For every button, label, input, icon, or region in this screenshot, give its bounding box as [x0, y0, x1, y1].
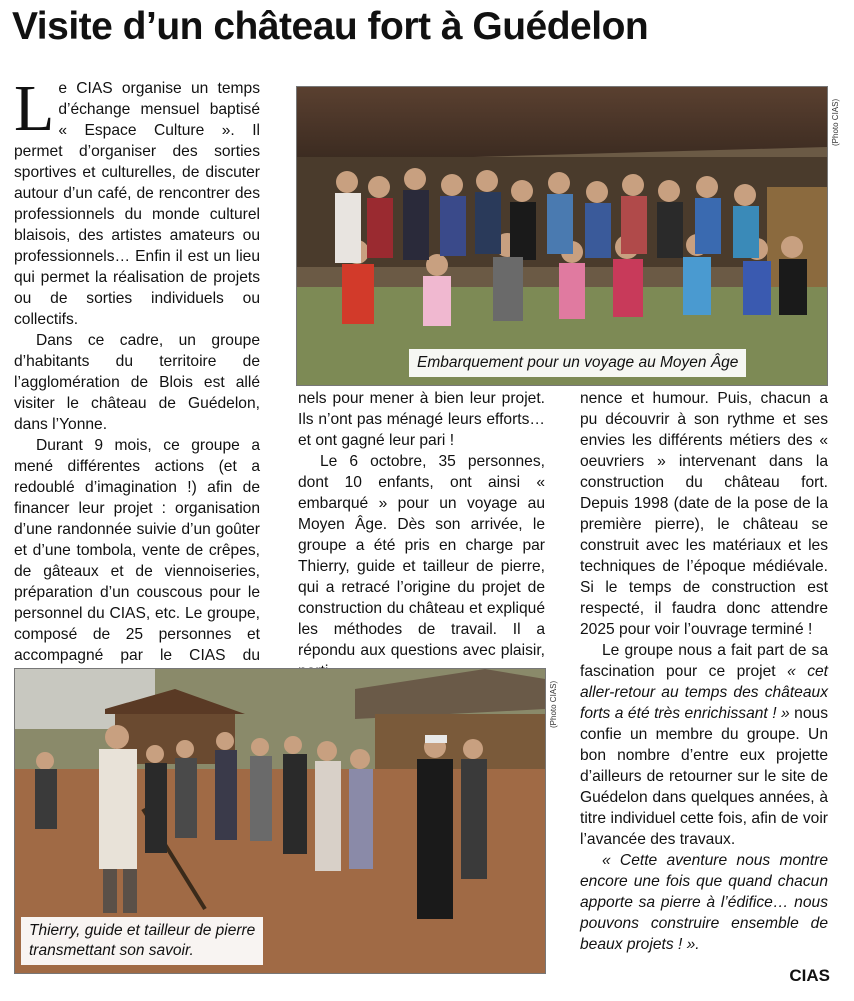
- paragraph-fascination: [580, 640, 828, 850]
- text-column-2: [298, 388, 545, 682]
- drop-cap: L: [14, 72, 55, 145]
- group-photo: [296, 86, 828, 386]
- paragraph-context: Dans ce cadre, un groupe d’habitants du territoire de l’agglomération de Blois est allé visiter le château de Guédelon, dans l’Yonne.: [14, 332, 260, 433]
- article-title: Visite d’un château fort à Guédelon: [12, 5, 649, 48]
- guide-caption-line-1: Thierry, guide et tailleur de pierre: [29, 922, 256, 939]
- bottom-photo-credit: (Photo CIAS): [549, 680, 558, 728]
- member-quote: « cet aller-retour au temps des châteaux forts a été très enrichissant ! »: [580, 663, 828, 722]
- guide-photo: [14, 668, 546, 974]
- text-column-1: [14, 72, 260, 687]
- paragraph-trip: Le 6 octobre, 35 personnes, dont 10 enfants, ont ainsi « embarqué » pour un voyage au Moyen Âge. Dès son arrivée, le groupe a été pris en charge par Thierry, guide et tailleur de pierre, qui a retracé l’origine du projet de construction du château et expliqué les méthodes de travail. Il a répondu aux questions avec plaisir,: [298, 453, 545, 659]
- paragraph-intro-text: e CIAS organise un temps d’échange mensuel baptisé « Espace Culture ». Il permet d’organiser des sorties sportives et culturelles, de discuter autour d’un café, de rencontrer des professionnels du monde culturel blaisois, des artistes amateurs ou professionnels… Enfin il est un lieu qui permet la réalisation de projets ou de sorties individuels ou collectifs.: [14, 80, 260, 328]
- paragraph-discovery: nence et humour. Puis, chacun a pu découvrir à son rythme et ses envies les différents métiers des « oeuvriers » intervenant dans la construction du château fort. Depuis 1998 (date de la pose de la première pierre), le château se construit avec les matériaux et les techniques de l’époque médiévale. Si le temps de construction est respecté, il faudra donc attendre 2025 pour voir l’ouvrage terminé !: [580, 390, 828, 638]
- guide-caption-line-2: transmettant son savoir.: [29, 942, 194, 959]
- paragraph-funding: Durant 9 mois, ce groupe a mené différentes actions (et a redoublé d’imagination !) afin de financer leur projet : organisation d’une randonnée suivie d’un goûter et d’une tombola, vente de crêpes, de gâteaux et de viennoiseries, préparation d’un couscous pour le personnel du CIAS, etc. Le groupe, composé de 25 personnes et accompagné par le CIAS du: [14, 437, 260, 664]
- closing-quote: « Cette aventure nous montre encore une fois que quand chacun apporte sa pierre à l’édifice… nous pouvons construire ensemble de beaux projets ! ».: [580, 852, 828, 953]
- author-signature: CIAS: [789, 966, 830, 985]
- paragraph-continuation: nels pour mener à bien leur projet. Ils n’ont pas ménagé leurs efforts… et ont gagné leur pari !: [298, 390, 545, 449]
- top-photo-credit: (Photo CIAS): [831, 98, 840, 146]
- fascination-text: Le groupe nous a fait part de sa fascination pour ce projet: [580, 642, 828, 680]
- group-photo-image: [297, 87, 827, 385]
- fascination-text-end: nous confie un membre du groupe. Un bon nombre d’entre eux projette d’ailleurs de retourner sur le site de Guédelon dans quelques années, à titre individuel cette fois, afin de voir l’avancée des travaux.: [580, 705, 828, 848]
- text-column-3: [580, 388, 828, 955]
- guide-photo-caption: [21, 917, 263, 965]
- group-photo-caption: Embarquement pour un voyage au Moyen Âge: [409, 349, 746, 377]
- paragraph-intro: [14, 72, 260, 330]
